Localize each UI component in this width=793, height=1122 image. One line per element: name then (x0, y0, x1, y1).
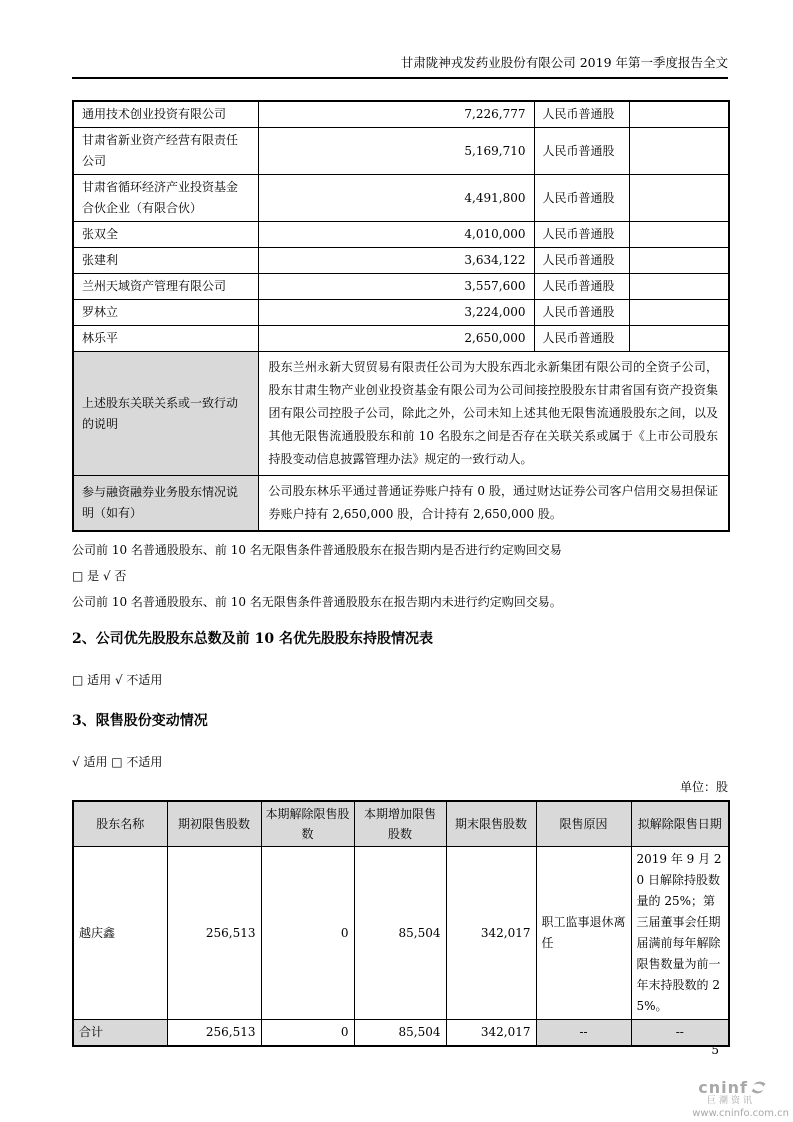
margin-trading-row (73, 476, 729, 532)
share-type-cell: 人民币普通股 (534, 300, 629, 326)
blank-cell (629, 175, 729, 222)
col-header-released: 本期解除限售股数 (261, 801, 354, 847)
shareholder-row (73, 326, 729, 352)
col-header-added: 本期增加限售股数 (354, 801, 446, 847)
shareholder-row (73, 101, 729, 128)
added-shares-cell: 85,504 (354, 847, 446, 1020)
shareholder-row (73, 300, 729, 326)
col-header-date: 拟解除限售日期 (631, 801, 729, 847)
cninfo-url: www.cninfo.com.cn (692, 1108, 789, 1119)
cninfo-swirl-icon (750, 1079, 767, 1096)
released-shares-cell: 0 (261, 847, 354, 1020)
table-header-row (73, 801, 729, 847)
initial-shares-cell: 256,513 (167, 847, 261, 1020)
cninfo-chinese-name: 巨潮资讯 (706, 1096, 755, 1106)
blank-cell (629, 300, 729, 326)
shares-cell: 4,491,800 (258, 175, 534, 222)
section-2-applicability: □ 适用 √ 不适用 (72, 673, 163, 687)
col-header-ending: 期末限售股数 (446, 801, 536, 847)
restricted-shares-table (72, 800, 730, 1047)
margin-trading-text: 公司股东林乐平通过普通证券账户持有 0 股，通过财达证券公司客户信用交易担保证券账户持有 2,650,000 股，合计持有 2,650,000 股。 (258, 476, 729, 532)
related-parties-text: 股东兰州永新大贸贸易有限责任公司为大股东西北永新集团有限公司的全资子公司，股东甘肃生物产业创业投资基金有限公司为公司间接控股股东甘肃省国有资产投资集团有限公司控股子公司，除此之外，公司未知上述其他无限售流通股股东之间，以及其他无限售流通股股东和前 10 名股东之间是否存在关联关系或属于《上市公司股东持股变动信息披露管理办法》规定的一致行动人。 (258, 352, 729, 476)
shareholder-name-cell: 林乐平 (73, 326, 258, 352)
page-header (72, 55, 728, 79)
shareholder-name-cell: 兰州天域资产管理有限公司 (73, 274, 258, 300)
shares-cell: 4,010,000 (258, 222, 534, 248)
share-type-cell: 人民币普通股 (534, 222, 629, 248)
holder-name-cell: 越庆鑫 (73, 847, 167, 1020)
blank-cell (629, 222, 729, 248)
share-type-cell: 人民币普通股 (534, 175, 629, 222)
share-type-cell: 人民币普通股 (534, 274, 629, 300)
total-added-cell: 85,504 (354, 1020, 446, 1047)
total-reason-cell: -- (536, 1020, 631, 1047)
shareholder-name-cell: 张双全 (73, 222, 258, 248)
blank-cell (629, 274, 729, 300)
section-2-heading: 2、公司优先股股东总数及前 10 名优先股股东持股情况表 (72, 631, 433, 647)
repurchase-statement: 公司前 10 名普通股股东、前 10 名无限售条件普通股股东在报告期内未进行约定购回交易。 (72, 595, 562, 609)
blank-cell (629, 101, 729, 128)
restricted-share-row (73, 847, 729, 1020)
shares-cell: 2,650,000 (258, 326, 534, 352)
shareholders-table (72, 100, 730, 532)
unit-label: 单位：股 (679, 780, 728, 794)
total-released-cell: 0 (261, 1020, 354, 1047)
ending-shares-cell: 342,017 (446, 847, 536, 1020)
total-date-cell: -- (631, 1020, 729, 1047)
shareholder-name-cell: 通用技术创业投资有限公司 (73, 101, 258, 128)
total-ending-cell: 342,017 (446, 1020, 536, 1047)
section-3-heading: 3、限售股份变动情况 (72, 713, 208, 729)
shares-cell: 5,169,710 (258, 128, 534, 175)
shareholder-row (73, 248, 729, 274)
yes-no-checkline: □ 是 √ 否 (72, 569, 127, 583)
report-title: 甘肃陇神戎发药业股份有限公司 2019 年第一季度报告全文 (400, 55, 728, 70)
shareholder-name-cell: 甘肃省新业资产经营有限责任公司 (73, 128, 258, 175)
repurchase-question: 公司前 10 名普通股股东、前 10 名无限售条件普通股股东在报告期内是否进行约定购回交易 (72, 543, 562, 557)
related-parties-label: 上述股东关联关系或一致行动的说明 (73, 352, 258, 476)
cninfo-logo (685, 1079, 789, 1120)
blank-cell (629, 326, 729, 352)
cninfo-logo-brand-row (685, 1079, 789, 1096)
page-number: 5 (711, 1043, 719, 1057)
total-row (73, 1020, 729, 1047)
shareholder-row (73, 175, 729, 222)
shareholder-name-cell: 张建利 (73, 248, 258, 274)
share-type-cell: 人民币普通股 (534, 326, 629, 352)
shareholder-name-cell: 甘肃省循环经济产业投资基金合伙企业（有限合伙） (73, 175, 258, 222)
share-type-cell: 人民币普通股 (534, 248, 629, 274)
col-header-name: 股东名称 (73, 801, 167, 847)
shares-cell: 7,226,777 (258, 101, 534, 128)
restriction-reason-cell: 职工监事退休离任 (536, 847, 631, 1020)
section-3-applicability: √ 适用 □ 不适用 (72, 755, 163, 769)
shareholder-row (73, 222, 729, 248)
shares-cell: 3,224,000 (258, 300, 534, 326)
share-type-cell: 人民币普通股 (534, 128, 629, 175)
total-label-cell: 合计 (73, 1020, 167, 1047)
release-date-cell: 2019 年 9 月 20 日解除持股数量的 25%；第三届董事会任期届满前每年解除限售数量为前一年末持股数的 25%。 (631, 847, 729, 1020)
shareholder-row (73, 274, 729, 300)
col-header-reason: 限售原因 (536, 801, 631, 847)
shares-cell: 3,634,122 (258, 248, 534, 274)
blank-cell (629, 128, 729, 175)
shares-cell: 3,557,600 (258, 274, 534, 300)
col-header-initial: 期初限售股数 (167, 801, 261, 847)
total-initial-cell: 256,513 (167, 1020, 261, 1047)
related-parties-row (73, 352, 729, 476)
share-type-cell: 人民币普通股 (534, 101, 629, 128)
cninfo-logo-text: cninf (698, 1077, 748, 1097)
shareholder-row (73, 128, 729, 175)
shareholder-name-cell: 罗林立 (73, 300, 258, 326)
blank-cell (629, 248, 729, 274)
margin-trading-label: 参与融资融券业务股东情况说明（如有） (73, 476, 258, 532)
